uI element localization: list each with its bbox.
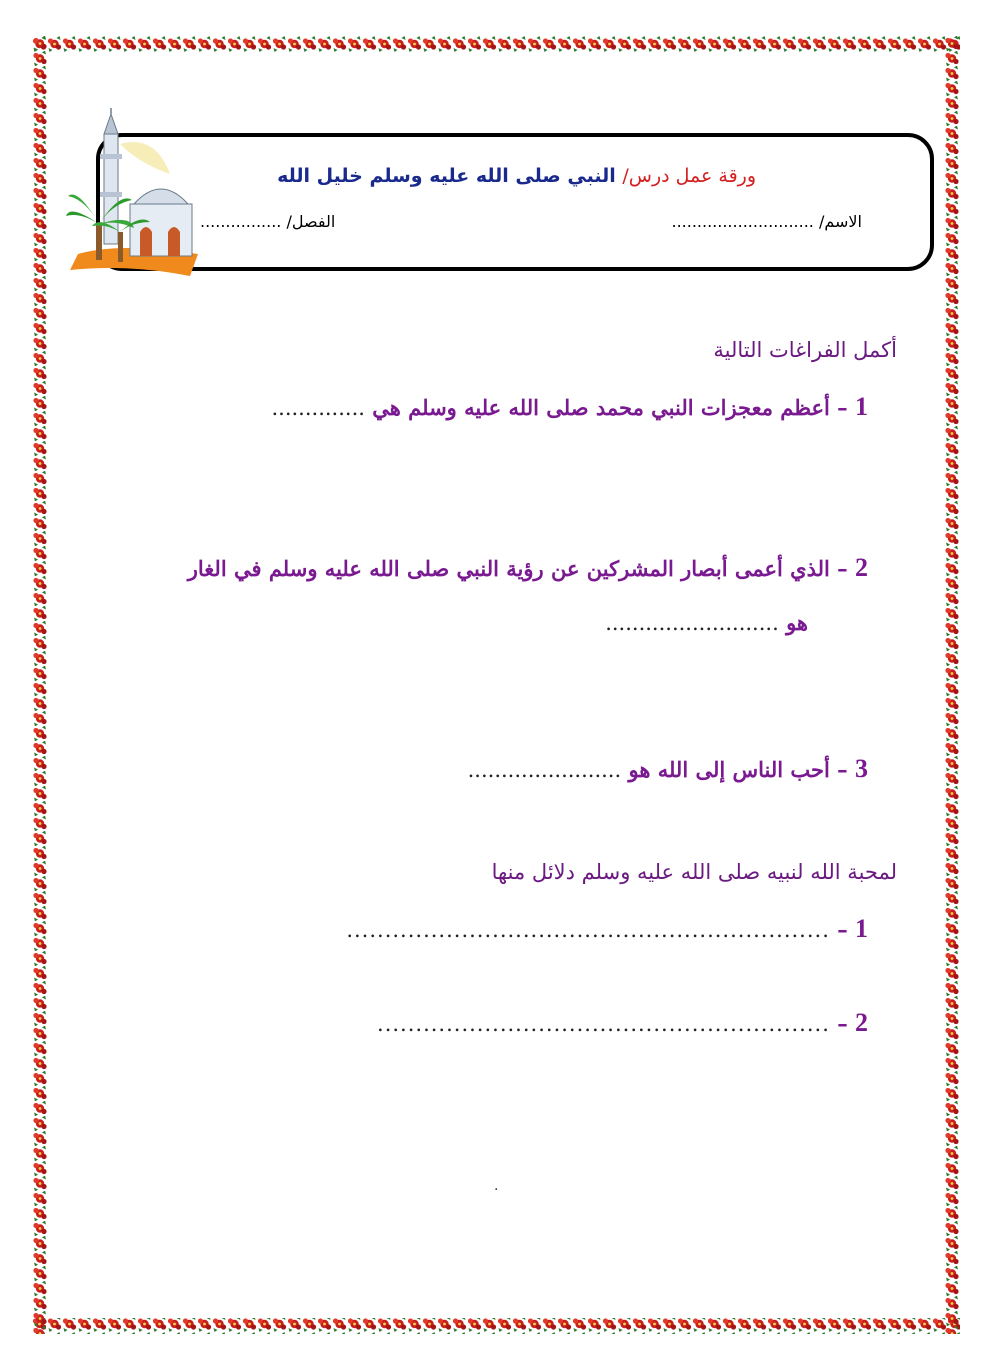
question-2-continuation: هو bbox=[786, 610, 808, 635]
evidence-2-number: 2 bbox=[855, 1008, 868, 1037]
section2-heading: لمحبة الله لنبيه صلى الله عليه وسلم دلائل منها bbox=[491, 860, 897, 884]
question-1-blank[interactable]: .............. bbox=[271, 396, 365, 420]
evidence-item-2 bbox=[377, 1008, 868, 1038]
name-label: الاسم/ bbox=[818, 212, 862, 231]
question-3 bbox=[468, 754, 868, 784]
mosque-icon bbox=[60, 104, 200, 288]
evidence-1-blank[interactable]: ............................................................... bbox=[346, 918, 830, 942]
worksheet-title bbox=[277, 165, 756, 187]
question-2-text: – الذي أعمى أبصار المشركين عن رؤية النبي صلى الله عليه وسلم في الغار bbox=[187, 556, 848, 581]
name-field[interactable] bbox=[671, 212, 862, 231]
evidence-1-dash: – bbox=[837, 917, 848, 942]
name-dots: ............................ bbox=[671, 212, 814, 231]
evidence-2-dash: – bbox=[837, 1011, 848, 1036]
evidence-1-number: 1 bbox=[855, 914, 868, 943]
question-3-blank[interactable]: ....................... bbox=[467, 758, 622, 782]
question-2-number: 2 bbox=[855, 553, 868, 582]
lesson-title: النبي صلى الله عليه وسلم خليل الله bbox=[277, 165, 616, 187]
stray-dot: . bbox=[494, 1178, 499, 1194]
header-box bbox=[96, 133, 934, 271]
question-3-number: 3 bbox=[855, 754, 868, 783]
class-dots: ................ bbox=[200, 212, 282, 231]
question-3-text: – أحب الناس إلى الله هو bbox=[628, 757, 848, 782]
section1-heading: أكمل الفراغات التالية bbox=[713, 338, 897, 362]
question-1 bbox=[271, 392, 868, 422]
question-2-blank[interactable]: .......................... bbox=[605, 611, 779, 635]
question-1-number: 1 bbox=[855, 392, 868, 421]
question-1-text: – أعظم معجزات النبي محمد صلى الله عليه وسلم هي bbox=[372, 395, 848, 420]
title-prefix: ورقة عمل درس/ bbox=[622, 165, 756, 187]
class-field[interactable] bbox=[200, 212, 335, 231]
class-label: الفصل/ bbox=[286, 212, 336, 231]
evidence-2-blank[interactable]: ........................................................... bbox=[377, 1012, 830, 1036]
question-2 bbox=[188, 553, 868, 583]
evidence-item-1 bbox=[346, 914, 868, 944]
question-2-line2 bbox=[605, 610, 808, 635]
